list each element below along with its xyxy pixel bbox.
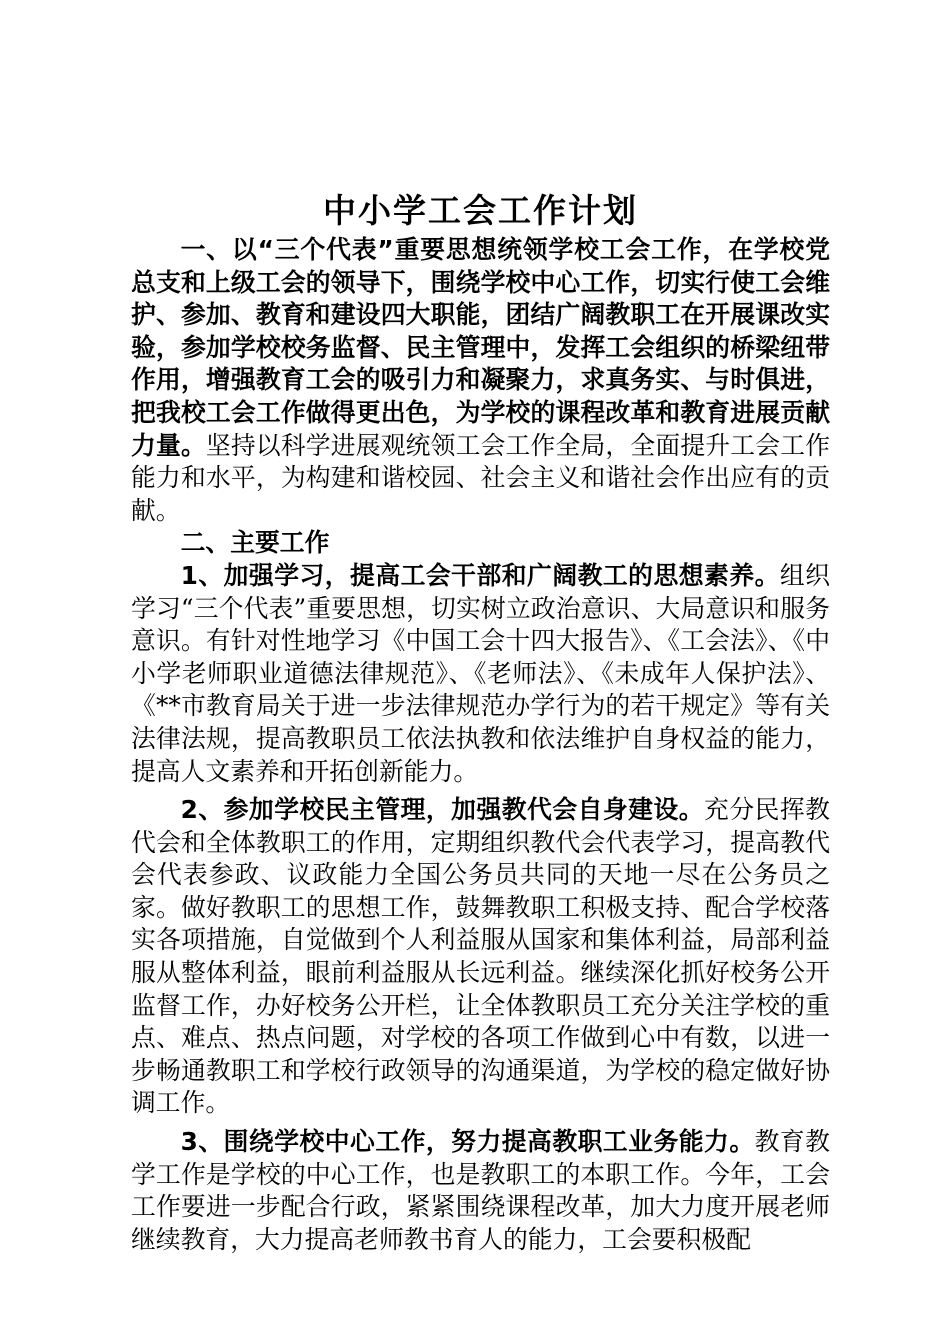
paragraph-1 [131,234,830,527]
paragraph-1-text: 坚持以科学进展观统领工会工作全局，全面提升工会工作能力和水平，为构建和谐校园、社会主义和谐社会作出应有的贡献。 [131,430,830,525]
paragraph-1-bold-text: 一、以“三个代表”重要思想统领学校工会工作，在学校党总支和上级工会的领导下，围绕学校中心工作，切实行使工会维护、参加、教育和建设四大职能，团结广阔教职工在开展课改实验，参加学校校务监督、民主管理中，发挥工会组织的桥梁纽带作用，增强教育工会的吸引力和凝聚力，求真务实、与时俱进，把我校工会工作做得更出色，为学校的课程改革和教育进展贡献力量。 [131,235,830,460]
item-3-heading: 3、围绕学校中心工作，努力提高教职工业务能力。 [180,1127,755,1157]
item-1-paragraph [131,560,830,788]
item-1-text: 组织学习“三个代表”重要思想，切实树立政治意识、大局意识和服务意识。有针对性地学习《中国工会十四大报告》、《工会法》、《中小学老师职业道德法律规范》、《老师法》、《未成年人保护法》、《**市教育局关于进一步法律规范办学行为的若干规定》等有关法律法规，提高教职员工依法执教和依法维护自身权益的能力，提高人文素养和开拓创新能力。 [131,560,830,786]
item-2-paragraph [131,794,830,1120]
item-3-paragraph [131,1126,830,1256]
item-2-text: 充分民挥教代会和全体教职工的作用，定期组织教代会代表学习，提高教代会代表参政、议政能力全国公务员共同的天地一尽在公务员之家。做好教职工的思想工作，鼓舞教职工积极支持、配合学校落实各项措施，自觉做到个人利益服从国家和集体利益，局部利益服从整体利益，眼前利益服从长远利益。继续深化抓好校务公开监督工作，办好校务公开栏，让全体教职员工充分关注学校的重点、难点、热点问题，对学校的各项工作做到心中有数，以进一步畅通教职工和学校行政领导的沟通渠道，为学校的稳定做好协调工作。 [131,795,830,1118]
section-2-heading [131,527,830,560]
document-title: 中小学工会工作计划 [323,191,638,230]
item-3-text: 教育教学工作是学校的中心工作，也是教职工的本职工作。今年，工会工作要进一步配合行政，紧紧围绕课程改革，加大力度开展老师继续教育，大力提高老师教书育人的能力，工会要积极配 [131,1127,830,1254]
item-1-heading: 1、加强学习，提高工会干部和广阔教工的思想素养。 [180,560,780,590]
item-2-heading: 2、参加学校民主管理，加强教代会自身建设。 [180,795,705,825]
section-2-heading-text: 二、主要工作 [180,528,330,558]
